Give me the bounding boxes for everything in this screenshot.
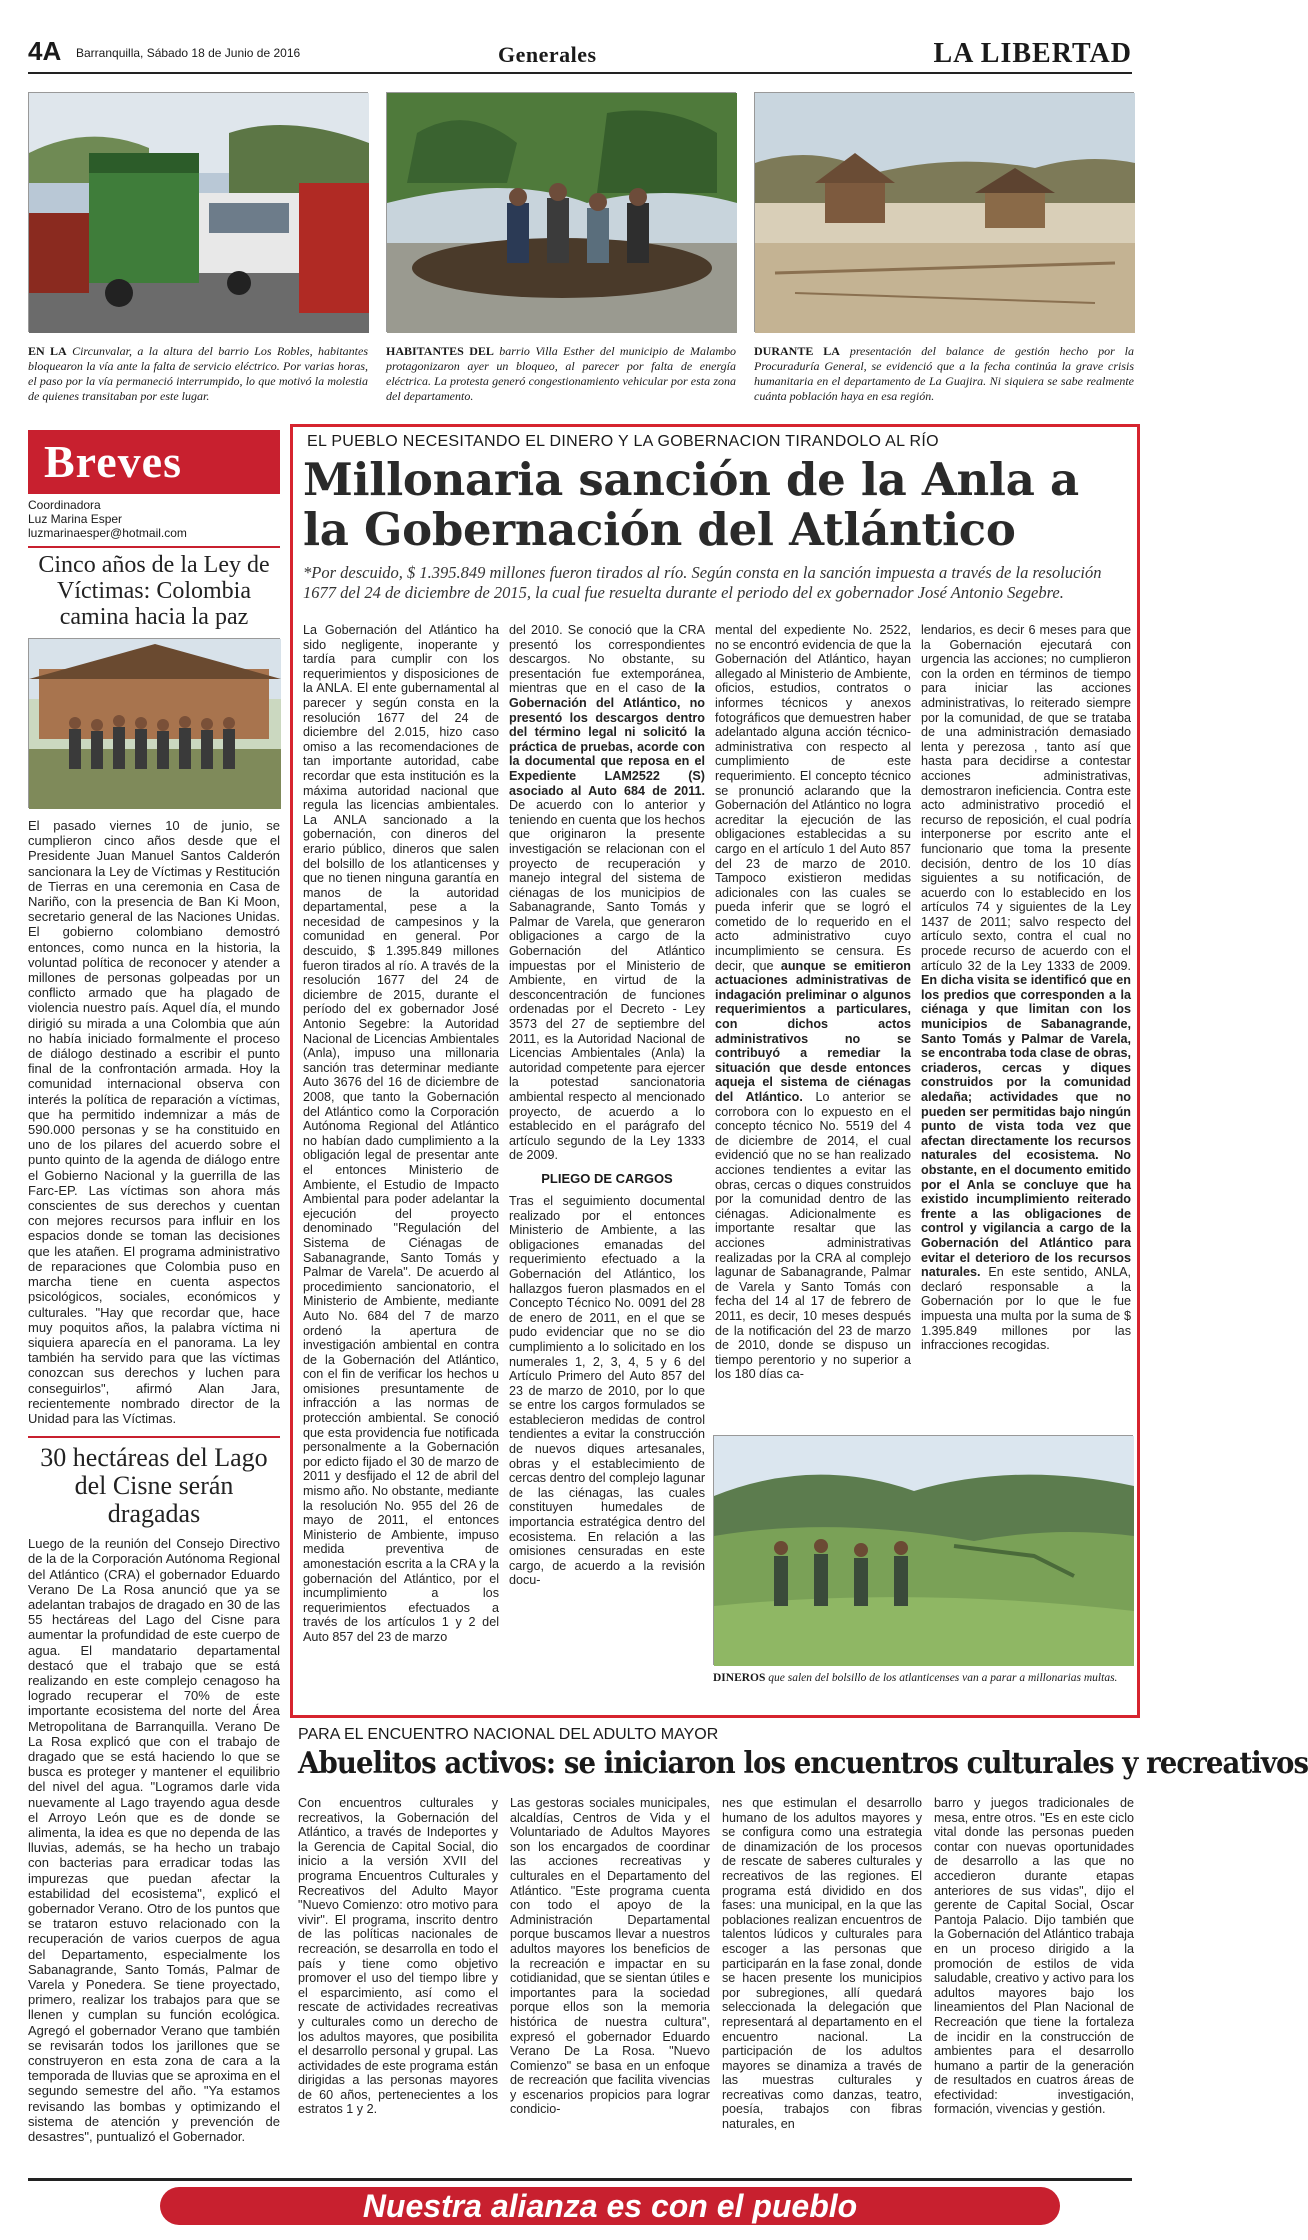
abuelitos-paragraph: Las gestoras sociales municipales, alcaldías, Centros de Vida y el Voluntariado de Adultos Mayores son los encargados de coordinar las acciones recreativas y culturales en el Departamento del Atlántico. "Este programa cuenta con todo el apoyo de la Administración Departamental porque buscamos llevar a nuestros adultos mayores los beneficios de la recreación e impactar en su cotidianidad, que se sientan útiles e importantes para la sociedad porque ellos son la memoria histórica de nuestra cultura", expresó el gobernador Eduardo Verano De La Rosa. "Nuevo Comienzo" se basa en un enfoque de recreación que facilita vivencias y escenarios propicios para lograr condicio-	[510, 1796, 710, 2117]
slogan-text: Nuestra alianza es con el pueblo	[160, 2187, 1060, 2225]
coordinator-info	[28, 498, 280, 540]
abuelitos-headline: Abuelitos activos: se iniciaron los encuentros culturales y recreativos	[298, 1746, 1308, 1781]
story-headline: Millonaria sanción de la Anla a la Gobernación del Atlántico	[303, 453, 1079, 556]
story-deck: *Por descuido, $ 1.395.849 millones fueron tirados al río. Según consta en la sanción impuesta a través de la resolución 1677 del 24 de diciembre de 2015, la cual fue resuelta durante el periodo del ex gobernador José Antonio Segebre.	[303, 563, 1102, 602]
caption-text: presentación del balance de gestión hecho por la Procuraduría General, se evidenció que a la fecha continúa la grave crisis humanitaria en el departamento de La Guajira. Ni siquiera se sabe realmente cuánta población haya en esa región.	[754, 344, 1134, 403]
story-text: lendarios, es decir 6 meses para que la Gobernación ejecutará con urgencia las acciones; no cumplieron con la orden en términos de tiempo para iniciar las acciones administrativas, lo reiterado siempre por la comunidad, de que se trataba de una administración demasiado lenta y perezosa , tanto así que hasta para decidirse a contestar acciones administrativas, demostraron ineficiencia. Contra este acto administrativo procedió el recurso de reposición, el cual podría interponerse por escrito ante el funcionario que toma la presente decisión, dentro de los 10 días siguientes a su notificación, de acuerdo con lo establecido en los artículos 74 y siguientes de la Ley 1437 de 2011; salvo respecto del artículo sexto, contra el cual no procede recurso de acuerdo con el artículo 32 de la Ley 1333 de 2009.	[921, 623, 1131, 973]
edition-date: Barranquilla, Sábado 18 de Junio de 2016	[76, 46, 301, 60]
slogan-banner	[28, 2178, 1132, 2226]
breves-column	[28, 430, 280, 2144]
photo-protest-malambo	[386, 92, 736, 332]
photo-traffic-block	[28, 92, 368, 332]
coordinator-email: luzmarinaesper@hotmail.com	[28, 526, 187, 540]
story-text: Lo anterior se corrobora con lo expuesto en el concepto técnico No. 5519 del 4 de diciembre de 2014, el cual evidenció que no se han realizado acciones tendientes a evitar las obras, cercas o diques construidos por la comunidad dentro de las ciénagas. Adicionalmente es importante resaltar que las acciones administrativas realizadas por la CRA al complejo lagunar de Sabanagrande, Palmar de Varela y Santo Tomás con fecha del 14 al 17 de febrero de 2011, es decir, 10 meses después de la notificación del 23 de marzo de 2010, donde se dispuso un tiempo perentorio y no superior a los 180 días ca-	[715, 1090, 911, 1382]
photo-guajira-crisis	[754, 92, 1134, 332]
abuelitos-column-2	[510, 1796, 710, 2117]
story-column-2	[509, 623, 705, 1588]
page-number: 4A	[28, 36, 62, 66]
caption-text: que salen del bolsillo de los atlanticenses van a parar a millonarias multas.	[765, 1672, 1118, 1684]
main-story-box	[290, 424, 1140, 1718]
caption-lead: DINEROS	[713, 1672, 766, 1684]
abuelitos-column-3	[722, 1796, 922, 2132]
page-header	[28, 34, 1132, 74]
abuelitos-paragraph: nes que estimulan el desarrollo humano de los adultos mayores y se configura como una estrategia de dinamización de los procesos de rescate de saberes culturales y recreativos de las regiones. El programa está dividido en dos fases: una municipal, en la que las poblaciones realizan encuentros de talentos lúdicos y culturales para escoger a las personas que participarán en la fase zonal, donde se hacen presente los municipios por subregiones, allí quedará seleccionada la delegación que representará al departamento en el encuentro nacional. La participación de los adultos mayores se dinamiza a través de las muestras culturales y recreativas como danzas, teatro, poesía, trabajos con fibras naturales, en	[722, 1796, 922, 2132]
section-title: Generales	[498, 42, 597, 67]
newspaper-logo: LA LIBERTAD	[933, 38, 1132, 69]
story-text: De acuerdo con lo anterior y teniendo en cuenta que los hechos que originaron la presente investigación se relacionan con el proyecto de recuperación y manejo integral del sistema de ciénagas de los municipios de Sabanagrande, Santo Tomás y Palmar de Varela, que generaron obligaciones a cargo de la Gobernación del Atlántico impuestas por el Ministerio de Ambiente, en virtud de la desconcentración de funciones ordenadas por el Decreto - Ley 3573 del 27 de septiembre del 2011, es la Autoridad Nacional de Licencias Ambientales (Anla) la autoridad competente para ejercer la potestad sancionatoria ambiental respecto al mencionado proyecto, de acuerdo a lo establecido en el parágrafo del artículo segundo de la Ley 1333 de 2009.	[509, 798, 705, 1163]
caption-lead: DURANTE LA	[754, 344, 840, 358]
story-column-3	[715, 623, 911, 1382]
caption-text: Circunvalar, a la altura del barrio Los Robles, habitantes bloquearon la vía ante la falta de servicio eléctrico. Por varias horas, el paso por la vía permaneció interrumpido, lo que motivó la molestia de quienes transitaban por este lugar.	[28, 344, 368, 403]
story-text: En este sentido, ANLA, declaró responsable a la Gobernación por lo que le fue impuesta una multa por la suma de $ 1.395.849 millones por las infracciones recogidas.	[921, 1265, 1131, 1353]
photo-caption	[386, 344, 736, 404]
story-bold-text: En dicha visita se identificó que en los predios que corresponden a la ciénaga y que limitan con los municipios de Sabanagrande, Santo Tomás y Palmar de Varela, se encontraba toda clase de obras, criaderos, cercas y diques construidos por la comunidad aledaña; actividades que no pueden ser permitidas bajo ningún punto de vista toda vez que afectan directamente los recursos naturales del ecosistema. No obstante, en el documento emitido por el Anla se concluye que ha existido incumplimiento reiterado frente a las obligaciones de control y vigilancia a cargo de la Gobernación del Atlántico para evitar el deterioro de los recursos naturales.	[921, 973, 1131, 1280]
story-paragraph	[921, 623, 1131, 1353]
caption-lead: HABITANTES DEL	[386, 344, 494, 358]
story-paragraph	[715, 623, 911, 1382]
photo-victims-group	[28, 638, 280, 808]
story-text: mental del expediente No. 2522, no se encontró evidencia de que la Gobernación del Atlántico, hayan allegado al Ministerio de Ambiente, oficios, estudios, contratos o informes técnicos y anexos fotográficos que demuestren haber adelantado alguna acción técnico-administrativa con respecto al cumplimiento de este requerimiento. El concepto técnico se pronunció aclarando que la Gobernación del Atlántico no logra acreditar la ejecución de las obligaciones establecidas a su cargo en el artículo 1 del Auto 857 del 23 de marzo de 2010. Tampoco existieron medidas adicionales con las cuales se pueda inferir que se logró el cometido de lo requerido en el acto administrativo cuyo incumplimiento se censura. Es decir, que	[715, 623, 911, 973]
abuelitos-paragraph: barro y juegos tradicionales de mesa, entre otros. "Es en este ciclo vital donde las personas pueden contar con nuevas oportunidades de desarrollo a las que no accedieron durante etapas anteriores de sus vidas", dijo el gerente de Capital Social, Oscar Pantoja Palacio. Dijo también que la Gobernación del Atlántico trabaja en un proceso dirigido a la promoción de estilos de vida saludable, creativo y activo para los adultos mayores bajo los lineamientos del Plan Nacional de Recreación que tiene la fortaleza de incidir en la construcción de ambientes para el desarrollo humano a partir de la generación de resultados en cuatros áreas de efectividad: investigación, formación, vivencias y gestión.	[934, 1796, 1134, 2117]
breves-logo: Breves	[28, 430, 280, 494]
story-paragraph: Tras el seguimiento documental realizado por el entonces Ministerio de Ambiente, a las obligaciones emanadas del requerimiento efectuado a la Gobernación del Atlántico, los hallazgos fueron plasmados en el Concepto Técnico No. 0091 del 28 de enero de 2011, en el que se pudo evidenciar que no se dio cumplimiento a lo solicitado en los numerales 1, 2, 3, 4, 5 y 6 del Artículo Primero del Auto 857 del 23 de marzo de 2010, por lo que se entre los cargos formulados se establecieron medidas de control tendientes a evitar la construcción de nuevos diques artesanales, obras y el establecimiento de cercas dentro del complejo lagunar de las ciénagas, las cuales constituyen humedales de importancia estratégica dentro del ecosistema. En relación a las omisiones censuradas en este cargo, de acuerdo a la revisión docu-	[509, 1193, 706, 1588]
caption-lead: EN LA	[28, 344, 67, 358]
photo-caption	[754, 344, 1134, 404]
breve-body-victimas: El pasado viernes 10 de junio, se cumplieron cinco años desde que el Presidente Juan Manuel Santos Calderón sancionara la Ley de Víctimas y Restitución de Tierras en una ceremonia en Casa de Nariño, con la presencia de Ban Ki Moon, secretario general de las Naciones Unidas. El gobierno colombiano demostró entonces, como nunca en la historia, la voluntad política de reconocer y atender a millones de personas golpeadas por un conflicto armado que ha plagado de violencia nuestro país. Aquel día, el mundo dirigió su mirada a una Colombia que aún no había iniciado formalmente el proceso de diálogo destinado a escribir el punto final de la confrontación armada. Hoy la comunidad internacional observa con interés la política de reparación a víctimas, que ha permitido indemnizar a más de 590.000 personas y se ha constituido en uno de los pilares del acuerdo sobre el punto quinto de la agenda de diálogo entre el Gobierno Nacional y la guerrilla de las Farc-EP. Las víctimas son ahora más conscientes de sus derechos y cuentan con mejores recursos para influir en los espacios donde se toman las decisiones que les atañen. El programa administrativo de reparaciones que Colombia puso en marcha tiene en cuenta aspectos psicológicos, sociales, económicos y culturales. "Hay que recordar que, hace muy poquitos años, la palabra víctima ni siquiera aparecía en el panorama. La ley también ha servido para que las víctimas conozcan sus derechos y luchen para conseguirlos", afirmó Alan Jara, recientemente nombrado director de la Unidad para las Víctimas.	[28, 818, 280, 1426]
abuelitos-column-4	[934, 1796, 1134, 2117]
breve-headline-lago-cisne: 30 hectáreas del Lago del Cisne serán dragadas	[28, 1436, 280, 1528]
story-bold-text: la Gobernación del Atlántico, no presentó los descargos dentro del término legal ni solicitó la práctica de pruebas, acorde con la documental que reposa en el Expediente LAM2522 (S) asociado al Auto 684 de 2011.	[509, 681, 705, 798]
photo-farmers-field	[713, 1435, 1133, 1665]
story-bold-text: aunque se emitieron actuaciones administrativas de indagación preliminar o algunos requerimientos a particulares, con dichos actos administrativos no se contribuyó a remediar la situación que desde entonces aqueja el sistema de ciénagas del Atlántico.	[715, 958, 911, 1104]
story-paragraph: La Gobernación del Atlántico ha sido negligente, inoperante y tardía para cumplir con los requerimientos y disposiciones de la ANLA. El ente gubernamental al parecer y según consta en la resolución 1677 del 24 de diciembre del 2.015, hizo caso omiso a las recomendaciones de tan importante autoridad, cabe recordar que esta institución es la máxima autoridad nacional que regula las licencias ambientales. La ANLA sancionado a la gobernación, con dineros del erario público, dineros que salen del bolsillo de los atlanticenses y que no tienen ninguna garantía en manos de la autoridad departamental, pese a la necesidad de campesinos y la comunidad en general. Por descuido, $ 1.395.849 millones fueron tirados al río. A través de la resolución 1677 del 24 de diciembre de 2015, durante el período del ex gobernador José Antonio Segebre: la Autoridad Nacional de Licencias Ambientales (Anla), impuso una millonaria sanción tras determinar mediante Auto 3676 del 16 de diciembre de 2008, que tanto la Gobernación del Atlántico como la Corporación Autónoma Regional del Atlántico no habían dado cumplimiento a la obligación legal de presentar ante el entonces Ministerio de Ambiente, el Estudio de Impacto Ambiental para poder adelantar la ejecución del proyecto denominado "Regulación del Sistema de Ciénagas de Sabanagrande, Santo Tomás y Palmar de Varela". De acuerdo al procedimiento sancionatorio, el Ministerio de Ambiente, mediante Auto No. 684 del 7 de marzo ordenó la apertura de investigación ambiental en contra de la Gobernación del Atlántico, con el fin de verificar los hechos u omisiones presuntamente de infracción a las normas de protección ambiental. Se conoció que esta providencia fue notificada personalmente a la Gobernación por edicto fijado el 30 de marzo de 2011 y desfijado el 12 de abril del mismo año. No obstante, mediante la resolución No. 955 del 26 de mayo de 2011, el entonces Ministerio de Ambiente, impuso medida preventiva de amonestación escrita a la CRA y la gobernación del Atlántico, por el incumplimiento a los requerimientos efectuados a través de los artículos 1 y 2 del Auto 857 del 23 de marzo	[303, 623, 499, 1644]
photo-caption	[28, 344, 368, 404]
story-paragraph	[509, 623, 705, 1163]
story-subhead: PLIEGO DE CARGOS	[541, 1170, 673, 1186]
photo-caption	[713, 1671, 1133, 1686]
story-column-4	[921, 623, 1131, 1353]
story-column-1	[303, 623, 499, 1645]
abuelitos-paragraph: Con encuentros culturales y recreativos, la Gobernación del Atlántico, a través de Indeportes y la Gerencia de Capital Social, dio inicio a la versión XVII del programa Encuentros Culturales y Recreativos del Adulto Mayor "Nuevo Comienzo: otro motivo para vivir". El programa, inscrito dentro de las políticas nacionales de recreación, se desarrolla en todo el país y tiene como objetivo promover el uso del tiempo libre y el esparcimiento, así como el rescate de actividades recreativas y culturales como un derecho de los adultos mayores, que posibilita el desarrollo personal y grupal. Las actividades de este programa están dirigidas a las personas mayores de 60 años, pertenecientes a los estratos 1 y 2.	[298, 1796, 498, 2117]
breve-headline-victimas: Cinco años de la Ley de Víctimas: Colombia camina hacia la paz	[28, 546, 280, 630]
story-text: del 2010. Se conoció que la CRA presentó los correspondientes descargos. No obstante, su presentación fue extemporánea, mientras que en el caso de	[509, 623, 705, 696]
coordinator-name: Luz Marina Esper	[28, 512, 123, 526]
coordinator-label: Coordinadora	[28, 498, 101, 512]
abuelitos-column-1	[298, 1796, 498, 2117]
story-kicker: EL PUEBLO NECESITANDO EL DINERO Y LA GOBERNACION TIRANDOLO AL RÍO	[307, 433, 939, 450]
caption-text: barrio Villa Esther del municipio de Malambo protagonizaron ayer un bloqueo, al parecer por falta de energía eléctrica. La protesta generó congestionamiento vehicular por esta zona del departamento.	[386, 344, 737, 403]
abuelitos-kicker: PARA EL ENCUENTRO NACIONAL DEL ADULTO MAYOR	[298, 1726, 719, 1743]
breve-body-lago-cisne: Luego de la reunión del Consejo Directivo de la de la Corporación Autónoma Regional del Atlántico (CRA) el gobernador Eduardo Verano De La Rosa anunció que ya se adelantan trabajos de dragado en 30 de las 55 hectáreas del Lago del Cisne para aumentar la profundidad de este cuerpo de agua. El mandatario departamental destacó que el trabajo que se está realizando en este complejo cenagoso ha logrado recuperar el 70% de este importante ecosistema del norte del Área Metropolitana de Barranquilla. Verano De La Rosa explicó que con el trabajo de dragado que se está haciendo lo que se busca es proteger y mantener el equilibrio del nivel del agua. "Logramos darle vida nuevamente al Lago trayendo agua desde el Arroyo León que es de donde se alimenta, la idea es que no dependa de las lluvias, además, se ha hecho un trabajo con bacterias para erradicar todas las impurezas que puedan afectar la estabilidad del ecosistema", explicó el gobernador Verano. Otro de los puntos que se trataron estuvo relacionado con la recuperación de varios cuerpos de agua del Departamento, especialmente los Sabanagrande, Santo Tomás, Palmar de Varela y Ponedera. Se tiene proyectado, primero, realizar los trabajos para que se llenen y cumplan su función ecológica. Agregó el gobernador Verano que también se revisarán todos los jarillones que se construyeron en esta zona de cara a la temporada de lluvias que se aproxima en el segundo semestre del año. "Ya estamos revisando las bombas y optimizando el sistema de atención y prevención de desastres", puntualizó el Gobernador.	[28, 1536, 280, 2145]
